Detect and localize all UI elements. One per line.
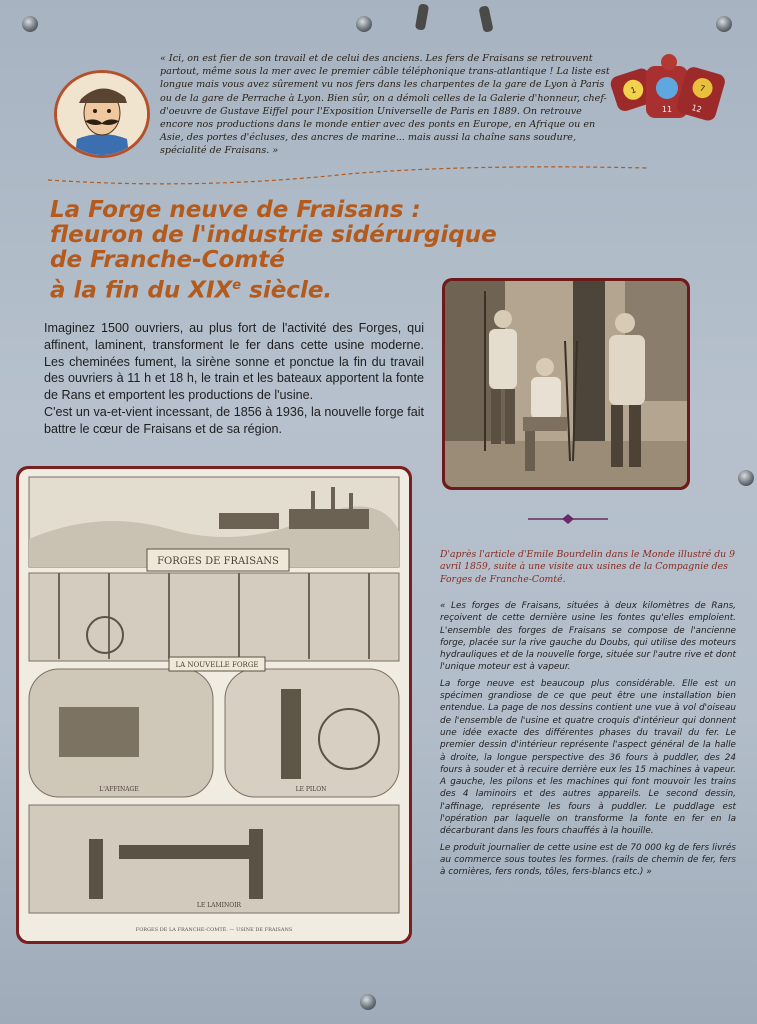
engraving-subtitle: LA NOUVELLE FORGE [175,661,259,669]
workers-photo-image [445,281,687,487]
hook-icon [415,3,429,30]
forge-engraving [16,466,412,944]
engraving-label-left: L'AFFINAGE [99,786,139,793]
engraving-caption: FORGES DE LA FRANCHE-COMTÉ. — USINE DE FRAISANS [135,927,293,933]
title-line: de Franche-Comté [50,247,285,273]
article-text [440,600,736,883]
title-line-part: à la fin du XIX [50,277,233,304]
intro-paragraph: C'est un va-et-vient incessant, de 1856 à 1936, la nouvelle forge fait battre le cœur de Fraisans et de sa région. [44,404,424,436]
rivet-icon [738,470,754,486]
tag-label: 1 [629,85,638,96]
title-line: La Forge neuve de Fraisans : [50,197,421,223]
rivet-icon [716,16,732,32]
engraving-label-right: LE PILON [295,786,327,793]
rivet-icon [360,994,376,1010]
ornament-divider [528,514,608,524]
worker-quote: « Ici, on est fier de son travail et de celui des anciens. Les fers de Fraisans se retrouvent partout, même sous la mer avec le premier câble téléphonique trans-atlantique ! La liste est longue mais vous avez sûrement vu nos fers dans les charpentes de la gare de Lyon à Paris ou de la gare de Perrache à Lyon. Bien sûr, on a démoli celles de la Galerie d'honneur, chef-d'oeuvre de Gustave Eiffel pour l'Exposition Universelle de Paris en 1889. On retrouve encore nos productions dans le monde entier avec des ponts en Europe, en Afrique ou en Asie, des portes d'écluses, des ancres de marine... mais aussi la chaîne sans soudure, spécialité de Fraisans. » [160,53,610,157]
article-paragraph: La forge neuve est beaucoup plus considérable. Elle est un spécimen grandiose de ce que peut être une installation bien entendue. La page de nos dessins contient une vue à vol d'oiseau de l'ensemble de l'usine et quatre croquis d'intérieur qui donnent une idée exacte des différentes phases du travail du fer. Le premier dessin d'intérieur représente l'aspect général de la halle à droite, la longue perspective des 36 fours à puddler, des 24 fours à souder et à recuire derrière eux les 15 machines à vapeur. A gauche, les pilons et les machines qui font mouvoir les trains des 4 laminoirs et des autres appareils. Le second dessin, l'affinage, représente les fours à puddler. Le puddlage est l'opération par laquelle on transforme la fonte en fer en la décarburant dans les fours chauffés à la houille. [440,678,736,837]
title-line: fleuron de l'industrie sidérurgique [50,222,497,248]
dashed-divider [48,160,648,190]
tag-label: 11 [661,105,673,114]
title-line-part: siècle. [241,277,333,304]
tag-label: 7 [698,83,707,94]
rivet-icon [356,16,372,32]
rivet-icon [22,16,38,32]
workers-photo [442,278,690,490]
intro-paragraph: Imaginez 1500 ouvriers, au plus fort de l'activité des Forges, qui affinent, laminent, transforment le fer dans cette usine moderne. Les cheminées fument, la sirène sonne et ponctue la fin du travail des ouvriers à 11 h et 18 h, le train et les bateaux apportent la fonte de Rans et emportent les productions de l'usine. [44,321,424,403]
intro-text [44,320,424,438]
route-tags-icon [610,52,728,126]
hook-icon [478,5,493,33]
worker-face-icon [57,73,147,155]
engraving-banner: FORGES DE FRAISANS [157,556,279,567]
article-paragraph: « Les forges de Fraisans, situées à deux kilomètres de Rans, reçoivent de cette dernière usine les fontes qu'elles emploient. L'ensemble des forges de Fraisans se compose de l'ancienne forge, placée sur la rive gauche du Doubs, qui utilise des moteurs hydrauliques et de la nouvelle forge, située sur l'autre rive et dont l'unique moteur est à vapeur. [440,601,736,673]
title-superscript: e [232,278,242,293]
article-paragraph: Le produit journalier de cette usine est de 70 000 kg de fers livrés au commerce sous toutes les formes. (rails de chemin de fer, fers à cornières, fers ronds, tôles, fers-blancs etc.) » [440,842,736,878]
article-credit: D'après l'article d'Emile Bourdelin dans le Monde illustré du 9 avril 1859, suite à une visite aux usines de la Compagnie des Forges de Franche-Comté. [440,549,736,585]
worker-portrait [54,70,150,158]
tag-label: 12 [690,103,703,115]
engraving-label-bottom: LE LAMINOIR [196,902,242,909]
engraving-image [19,469,409,941]
